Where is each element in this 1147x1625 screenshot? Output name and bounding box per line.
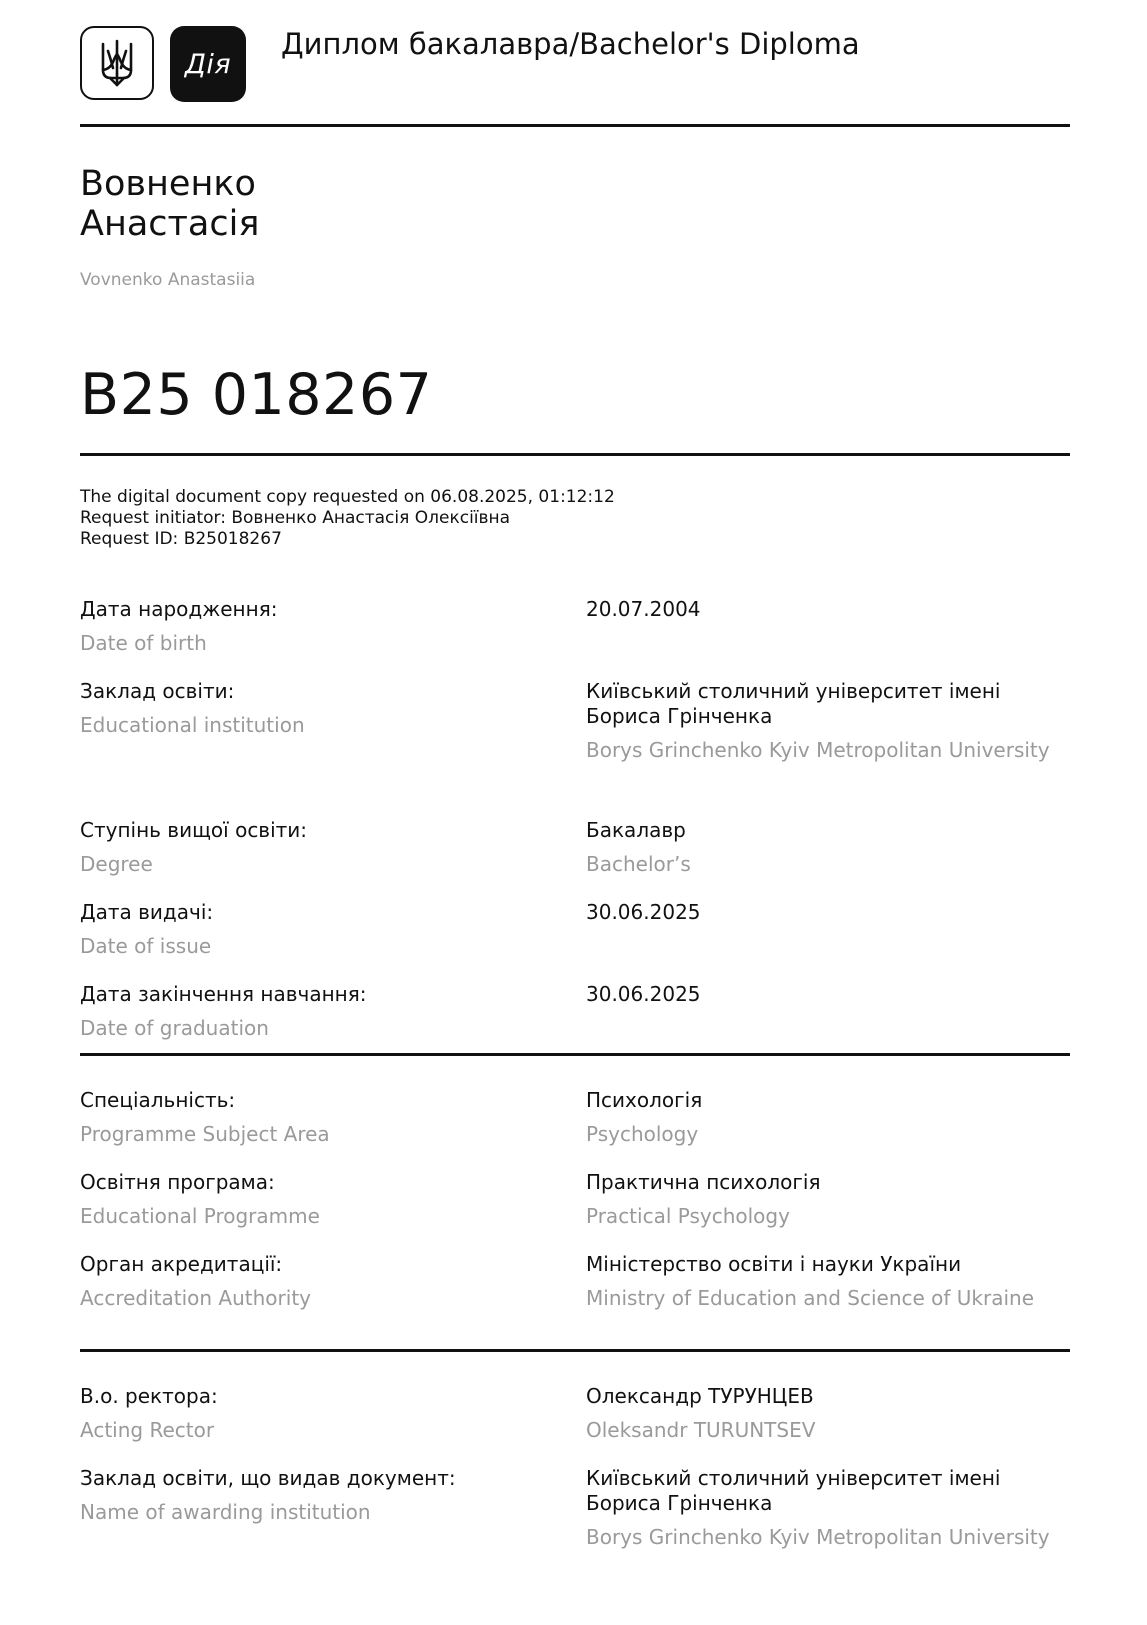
field-label: Спеціальність: xyxy=(80,1088,236,1112)
holder-name-en: Vovnenko Anastasiia xyxy=(80,270,256,290)
field-value: 20.07.2004 xyxy=(586,597,701,621)
field-value: Психологія xyxy=(586,1088,703,1112)
field-value-en: Oleksandr TURUNTSEV xyxy=(586,1418,816,1442)
holder-given-name: Анастасія xyxy=(80,204,260,244)
field-label: Заклад освіти: xyxy=(80,679,235,703)
divider xyxy=(80,124,1070,127)
field-label: Освітня програма: xyxy=(80,1170,275,1194)
field-value: 30.06.2025 xyxy=(586,982,701,1006)
tryzub-icon-svg xyxy=(99,38,135,88)
field-label: Орган акредитації: xyxy=(80,1252,283,1276)
divider xyxy=(80,1053,1070,1056)
tryzub-icon xyxy=(80,26,154,100)
field-value-en: Psychology xyxy=(586,1122,699,1146)
field-label-en: Degree xyxy=(80,852,153,876)
field-label-en: Acting Rector xyxy=(80,1418,215,1442)
field-value-en: Borys Grinchenko Kyiv Metropolitan University xyxy=(586,1525,1050,1549)
diia-logo xyxy=(170,26,246,102)
field-value: Олександр ТУРУНЦЕВ xyxy=(586,1384,814,1408)
field-label-en: Name of awarding institution xyxy=(80,1500,371,1524)
request-initiator: Request initiator: Вовненко Анастасія Олексіївна xyxy=(80,508,511,528)
field-value: 30.06.2025 xyxy=(586,900,701,924)
field-label-en: Date of birth xyxy=(80,631,207,655)
field-value-en: Practical Psychology xyxy=(586,1204,790,1228)
document-title: Диплом бакалавра/Bachelor's Diploma xyxy=(281,27,860,61)
field-label-en: Date of graduation xyxy=(80,1016,269,1040)
field-label: Ступінь вищої освіти: xyxy=(80,818,308,842)
diia-logo-text: Дія xyxy=(184,48,232,80)
field-label: Заклад освіти, що видав документ: xyxy=(80,1466,456,1490)
field-label-en: Educational institution xyxy=(80,713,305,737)
divider xyxy=(80,1349,1070,1352)
field-label-en: Accreditation Authority xyxy=(80,1286,311,1310)
field-label: В.о. ректора: xyxy=(80,1384,218,1408)
document-number: B25 018267 xyxy=(80,362,433,428)
field-label-en: Date of issue xyxy=(80,934,212,958)
request-date: The digital document copy requested on 06.08.2025, 01:12:12 xyxy=(80,487,615,507)
holder-surname: Вовненко xyxy=(80,164,256,204)
field-value: Практична психологія xyxy=(586,1170,821,1194)
field-label: Дата видачі: xyxy=(80,900,214,924)
field-value: Київський столичний університет імені Бориса Грінченка xyxy=(586,679,1001,728)
field-label-en: Programme Subject Area xyxy=(80,1122,330,1146)
divider xyxy=(80,453,1070,456)
request-id: Request ID: B25018267 xyxy=(80,529,282,549)
field-value: Бакалавр xyxy=(586,818,686,842)
field-label: Дата закінчення навчання: xyxy=(80,982,367,1006)
header xyxy=(80,26,1070,106)
field-value-en: Ministry of Education and Science of Ukraine xyxy=(586,1286,1035,1310)
field-label-en: Educational Programme xyxy=(80,1204,320,1228)
request-info xyxy=(80,487,615,550)
field-value-en: Borys Grinchenko Kyiv Metropolitan University xyxy=(586,738,1050,762)
field-label: Дата народження: xyxy=(80,597,278,621)
field-value: Київський столичний університет імені Бориса Грінченка xyxy=(586,1466,1001,1515)
holder-name-uk xyxy=(80,164,259,244)
field-value-en: Bachelor’s xyxy=(586,852,691,876)
field-value: Міністерство освіти і науки України xyxy=(586,1252,962,1276)
